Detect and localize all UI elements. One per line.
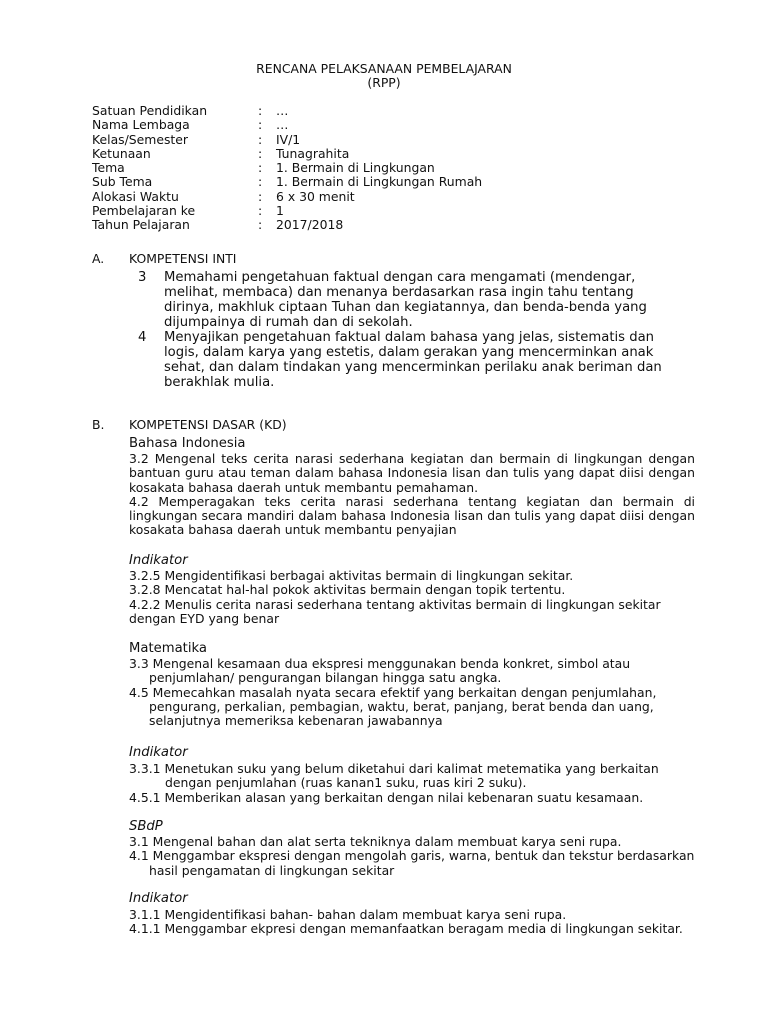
kd-item: 3.2 Mengenal teks cerita narasi sederhana kegiatan dan bermain di lingkungan dengan bantuan guru atau teman dalam bahasa Indonesia lisan dan tulis yang dapat diisi dengan kosakata bahasa daerah untuk membantu pemahaman. <box>129 451 695 495</box>
indikator-matematika <box>129 762 695 805</box>
indikator-heading: Indikator <box>129 553 188 568</box>
kd-matematika <box>129 657 695 728</box>
indikator-item: 3.2.8 Mencatat hal-hal pokok aktivitas bermain dengan topik tertentu. <box>129 582 566 598</box>
identity-colon: : <box>258 217 263 233</box>
kd-item: 4.5 Memecahkan masalah nyata secara efektif yang berkaitan dengan penjumlahan, pengurang, perkalian, pembagian, waktu, berat, panjang, berat benda dan uang, selanjutnya memeriksa kebenaran jawabannya <box>129 684 657 729</box>
kd-sbdp <box>129 835 695 878</box>
identity-key: Pembelajaran ke <box>92 203 196 219</box>
subject-heading-sbdp: SBdP <box>129 819 163 834</box>
identity-colon: : <box>258 188 263 204</box>
identity-value: 2017/2018 <box>276 217 344 233</box>
list-item <box>138 330 678 390</box>
indikator-bahasa <box>129 569 695 626</box>
identity-value: IV/1 <box>276 131 301 147</box>
kd-item: 4.1 Menggambar ekspresi dengan mengolah garis, warna, bentuk dan tekstur berdasarkan hasil pengamatan di lingkungan sekitar <box>129 848 695 878</box>
identity-key: Tahun Pelajaran <box>92 217 190 233</box>
indikator-item: 4.5.1 Memberikan alasan yang berkaitan dengan nilai kebenaran suatu kesamaan. <box>129 789 644 805</box>
identity-colon: : <box>258 131 263 147</box>
indikator-sbdp <box>129 908 695 937</box>
identity-colon: : <box>258 160 263 176</box>
indikator-item: 4.2.2 Menulis cerita narasi sederhana tentang aktivitas bermain di lingkungan sekitar dengan EYD yang benar <box>129 596 661 626</box>
indikator-heading: Indikator <box>129 891 188 906</box>
document-title: RENCANA PELAKSANAAN PEMBELAJARAN <box>256 61 512 76</box>
subject-heading-matematika: Matematika <box>129 641 207 656</box>
list-item <box>138 270 678 330</box>
identity-colon: : <box>258 174 263 190</box>
identity-value: … <box>276 117 289 133</box>
item-text: Memahami pengetahuan faktual dengan cara mengamati (mendengar, melihat, membaca) dan menanya berdasarkan rasa ingin tahu tentang dirinya, makhluk ciptaan Tuhan dan kegiatannya, dan benda-benda yang dijumpainya di rumah dan di sekolah. <box>164 270 647 330</box>
identity-value: 6 x 30 menit <box>276 188 355 204</box>
kd-item: 3.3 Mengenal kesamaan dua ekspresi menggunakan benda konkret, simbol atau penjumlahan/ pengurangan bilangan hingga satu angka. <box>129 656 631 686</box>
kd-bahasa <box>129 452 695 538</box>
document-subtitle: (RPP) <box>367 75 401 90</box>
item-number: 4 <box>138 330 147 345</box>
identity-key: Ketunaan <box>92 145 151 161</box>
item-text: Menyajikan pengetahuan faktual dalam bahasa yang jelas, sistematis dan logis, dalam karya yang estetis, dalam gerakan yang mencerminkan anak sehat, dan dalam tindakan yang mencerminkan perilaku anak beriman dan berakhlak mulia. <box>164 330 662 390</box>
identity-key: Satuan Pendidikan <box>92 103 208 118</box>
identity-key: Sub Tema <box>92 174 153 190</box>
indikator-item: 3.2.5 Mengidentifikasi berbagai aktivitas bermain di lingkungan sekitar. <box>129 568 574 583</box>
identity-key: Tema <box>92 160 125 176</box>
section-title: KOMPETENSI INTI <box>129 251 237 266</box>
indikator-heading: Indikator <box>129 745 188 760</box>
identity-colon: : <box>258 203 263 219</box>
identity-value: Tunagrahita <box>276 145 350 161</box>
identity-value: … <box>276 103 289 118</box>
kompetensi-inti-list <box>138 270 678 390</box>
kd-item: 3.1 Mengenal bahan dan alat serta tekniknya dalam membuat karya seni rupa. <box>129 834 622 849</box>
identity-colon: : <box>258 145 263 161</box>
item-number: 3 <box>138 270 147 285</box>
identity-value: 1. Bermain di Lingkungan Rumah <box>276 174 483 190</box>
identity-value: 1 <box>276 203 284 219</box>
kd-item: 4.2 Memperagakan teks cerita narasi sederhana tentang kegiatan dan bermain di lingkungan secara mandiri dalam bahasa Indonesia lisan dan tulis yang dapat diisi dengan kosakata bahasa daerah untuk membantu penyajian <box>129 493 695 538</box>
indikator-item: 3.3.1 Menetukan suku yang belum diketahui dari kalimat metematika yang berkaitan dengan penjumlahan (ruas kanan1 suku, ruas kiri 2 suku). <box>129 761 659 791</box>
section-title: KOMPETENSI DASAR (KD) <box>129 417 287 432</box>
indikator-item: 4.1.1 Menggambar ekpresi dengan memanfaatkan beragam media di lingkungan sekitar. <box>129 921 683 937</box>
subject-heading-bahasa: Bahasa Indonesia <box>129 436 246 451</box>
section-letter: A. <box>92 251 105 266</box>
identity-colon: : <box>258 117 263 133</box>
section-letter: B. <box>92 417 105 432</box>
identity-colon: : <box>258 103 263 118</box>
identity-key: Alokasi Waktu <box>92 188 179 204</box>
indikator-item: 3.1.1 Mengidentifikasi bahan- bahan dalam membuat karya seni rupa. <box>129 907 567 922</box>
identity-value: 1. Bermain di Lingkungan <box>276 160 435 176</box>
identity-key: Kelas/Semester <box>92 131 189 147</box>
identity-key: Nama Lembaga <box>92 117 190 133</box>
